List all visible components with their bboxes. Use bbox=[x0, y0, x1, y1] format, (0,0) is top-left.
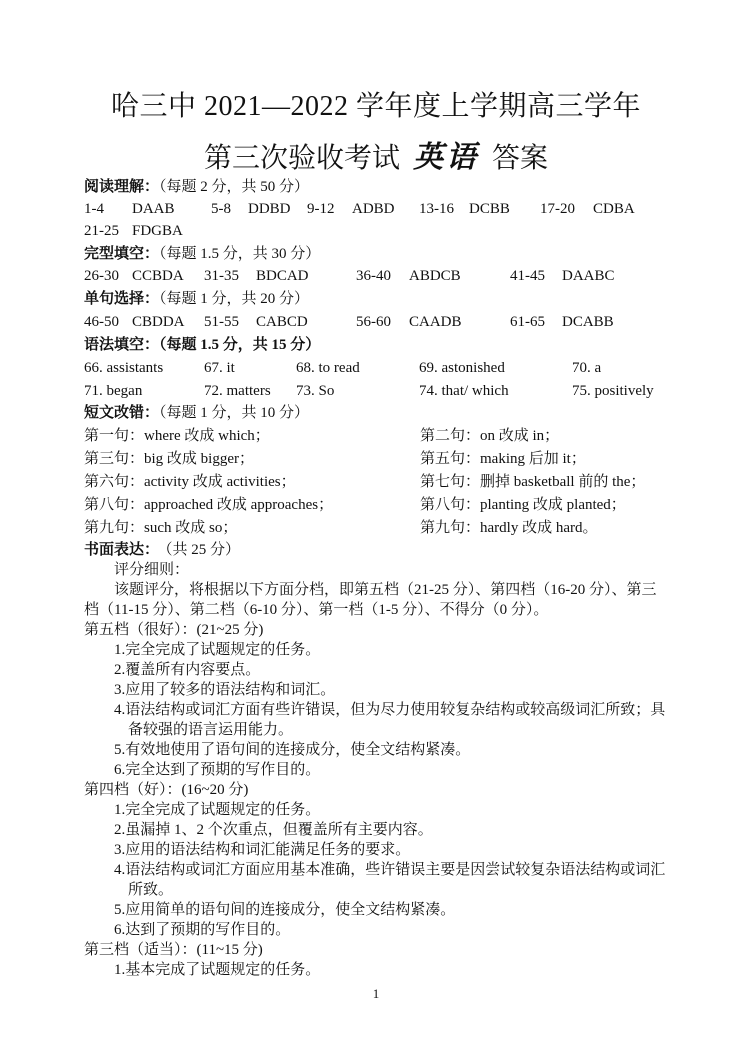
answer-range: 46-50 bbox=[84, 314, 119, 330]
writing-points: （共 25 分） bbox=[165, 542, 241, 558]
answer-key: ADBD bbox=[352, 201, 395, 217]
level-4-item: 1.完全完成了试题规定的任务。 bbox=[114, 802, 321, 818]
cloze-points: （每题 1.5 分，共 30 分） bbox=[159, 246, 321, 262]
level-4-item: 5.应用简单的语句间的连接成分，使全文结构紧凑。 bbox=[114, 902, 456, 918]
correction-points: （每题 1 分，共 10 分） bbox=[159, 405, 310, 421]
answer-range: 13-16 bbox=[419, 201, 454, 217]
answer-range: 36-40 bbox=[356, 268, 391, 284]
answer-range: 41-45 bbox=[510, 268, 545, 284]
grammar-heading bbox=[84, 334, 320, 356]
answer-key: DCABB bbox=[562, 314, 614, 330]
correction-item-left: 第六句：activity 改成 activities； bbox=[84, 474, 296, 490]
answer-range: 1-4 bbox=[84, 201, 104, 217]
writing-heading bbox=[84, 539, 240, 561]
correction-item-right: 第七句：删掉 basketball 前的 the； bbox=[420, 474, 646, 490]
reading-heading-label: 阅读理解： bbox=[84, 179, 160, 195]
reading-points: （每题 2 分，共 50 分） bbox=[159, 179, 310, 195]
level-5-item: 5.有效地使用了语句间的连接成分，使全文结构紧凑。 bbox=[114, 742, 471, 758]
answer-range: 51-55 bbox=[204, 314, 239, 330]
answer-range: 17-20 bbox=[540, 201, 575, 217]
writing-heading-label: 书面表达： bbox=[84, 542, 160, 558]
answer-range: 21-25 bbox=[84, 223, 119, 239]
single-choice-points: （每题 1 分，共 20 分） bbox=[159, 291, 310, 307]
page-number: 1 bbox=[372, 986, 380, 1001]
level-3-item: 1.基本完成了试题规定的任务。 bbox=[114, 962, 321, 978]
answer-range: 61-65 bbox=[510, 314, 545, 330]
answer-range: 31-35 bbox=[204, 268, 239, 284]
level-5-item-cont: 备较强的语言运用能力。 bbox=[128, 722, 294, 738]
title-line-1: 哈三中 2021—2022 学年度上学期高三学年 bbox=[110, 91, 641, 122]
level-5-item: 3.应用了较多的语法结构和词汇。 bbox=[114, 682, 336, 698]
level-5-item: 1.完全完成了试题规定的任务。 bbox=[114, 642, 321, 658]
correction-item-left: 第九句：such 改成 so； bbox=[84, 520, 238, 536]
correction-item-left: 第八句：approached 改成 approaches； bbox=[84, 497, 334, 513]
answer-key: CDBA bbox=[593, 201, 635, 217]
answer-key: CCBDA bbox=[132, 268, 184, 284]
answer-key: CAADB bbox=[409, 314, 462, 330]
correction-item-right: 第二句：on 改成 in； bbox=[420, 428, 560, 444]
level-4-item: 2.虽漏掉 1、2 个次重点，但覆盖所有主要内容。 bbox=[114, 822, 433, 838]
level-3-title: 第三档（适当）：(11~15 分) bbox=[84, 942, 263, 958]
grammar-answer: 71. began bbox=[84, 383, 143, 399]
cloze-heading bbox=[84, 243, 320, 265]
answer-range: 26-30 bbox=[84, 268, 119, 284]
level-4-item: 6.达到了预期的写作目的。 bbox=[114, 922, 291, 938]
correction-item-right: 第八句：planting 改成 planted； bbox=[420, 497, 626, 513]
correction-item-right: 第五句：making 后加 it； bbox=[420, 451, 586, 467]
rules-title: 评分细则： bbox=[114, 562, 190, 578]
rules-intro-line-2: 档（11-15 分）、第二档（6-10 分）、第一档（1-5 分）、不得分（0 分）。 bbox=[84, 602, 549, 618]
answer-key: DAABC bbox=[562, 268, 615, 284]
answer-range: 9-12 bbox=[307, 201, 335, 217]
grammar-answer: 67. it bbox=[204, 360, 235, 376]
correction-item-left: 第三句：big 改成 bigger； bbox=[84, 451, 254, 467]
grammar-answer: 69. astonished bbox=[419, 360, 505, 376]
title-exam-name: 第三次验收考试 bbox=[203, 143, 400, 174]
answer-range: 5-8 bbox=[211, 201, 231, 217]
reading-heading bbox=[84, 176, 309, 198]
level-4-title: 第四档（好）：(16~20 分) bbox=[84, 782, 249, 798]
single-choice-heading-label: 单句选择： bbox=[84, 291, 160, 307]
correction-item-right: 第九句：hardly 改成 hard。 bbox=[420, 520, 598, 536]
grammar-answer: 72. matters bbox=[204, 383, 271, 399]
cloze-heading-label: 完型填空： bbox=[84, 246, 160, 262]
level-5-item: 2.覆盖所有内容要点。 bbox=[114, 662, 261, 678]
grammar-answer: 74. that/ which bbox=[419, 383, 509, 399]
rules-intro-line-1: 该题评分，将根据以下方面分档，即第五档（21-25 分）、第四档（16-20 分）、第三 bbox=[114, 582, 657, 598]
level-4-item: 3.应用的语法结构和词汇能满足任务的要求。 bbox=[114, 842, 411, 858]
title-subject: 英语 bbox=[413, 141, 479, 174]
answer-key: DAAB bbox=[132, 201, 175, 217]
correction-heading-label: 短文改错： bbox=[84, 405, 160, 421]
answer-range: 56-60 bbox=[356, 314, 391, 330]
grammar-answer: 75. positively bbox=[572, 383, 654, 399]
correction-heading bbox=[84, 402, 309, 424]
answer-key: CABCD bbox=[256, 314, 308, 330]
grammar-answer: 73. So bbox=[296, 383, 335, 399]
level-5-item: 4.语法结构或词汇方面有些许错误，但为尽力使用较复杂结构或较高级词汇所致；具 bbox=[114, 702, 666, 718]
grammar-answer: 70. a bbox=[572, 360, 602, 376]
correction-item-left: 第一句：where 改成 which； bbox=[84, 428, 270, 444]
answer-key: CBDDA bbox=[132, 314, 185, 330]
level-5-title: 第五档（很好）：(21~25 分) bbox=[84, 622, 264, 638]
single-choice-heading bbox=[84, 288, 309, 310]
answer-key: ABDCB bbox=[409, 268, 461, 284]
grammar-answer: 68. to read bbox=[296, 360, 360, 376]
level-4-item-cont: 所致。 bbox=[128, 882, 174, 898]
grammar-answer: 66. assistants bbox=[84, 360, 164, 376]
title-line-2 bbox=[0, 132, 752, 176]
answer-key: DCBB bbox=[469, 201, 510, 217]
level-4-item: 4.语法结构或词汇方面应用基本准确，些许错误主要是因尝试较复杂语法结构或词汇 bbox=[114, 862, 666, 878]
answer-key: BDCAD bbox=[256, 268, 309, 284]
answer-key: FDGBA bbox=[132, 223, 183, 239]
title-answer-word: 答案 bbox=[492, 143, 549, 174]
level-5-item: 6.完全达到了预期的写作目的。 bbox=[114, 762, 321, 778]
grammar-heading-label: 语法填空：（每题 1.5 分，共 15 分） bbox=[84, 337, 321, 353]
answer-key: DDBD bbox=[248, 201, 291, 217]
